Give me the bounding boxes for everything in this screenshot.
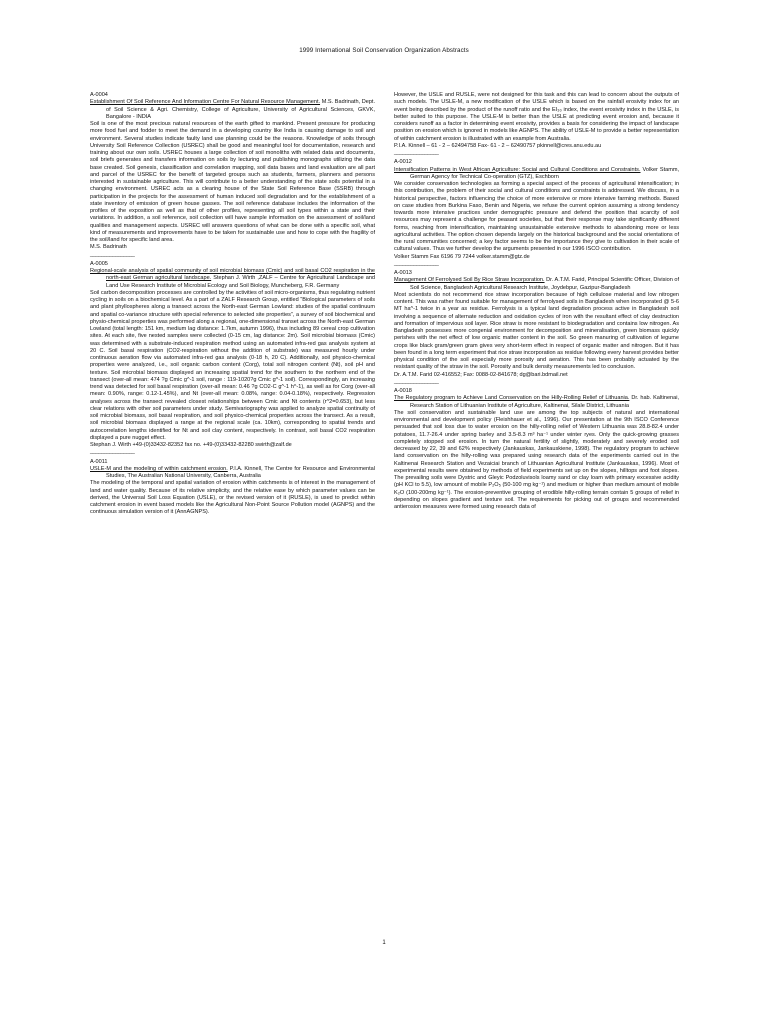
separator: ________________: [394, 260, 439, 267]
abstract-id: A-0004: [90, 92, 108, 98]
abstract-id: A-0011: [90, 458, 108, 465]
abstract-body: However, the USLE and RUSLE, were not designed for this task and this can lead to concern about the outputs of such models. The USLE-M, a new modification of the USLE which is based on the rainfall erosivity index for an event being described by the product of the runoff ratio and the EI₃₀ index, the event erosivity index in the USLE, is better suited to this purpose. The USLE-M is better than the USLE at predicting event erosion and, because it considers runoff as a factor in determining event erosivity, provides a basis for considering the impact of landscape position on erosion which is ignored in models like AGNPS. The ability of USLE-M to provide a better representation of within catchment erosion is illustrated with an example from Australia.: [394, 92, 679, 142]
separator: ________________: [90, 449, 135, 456]
abstract-title: The Regulatory program to Achieve Land Conservation on the Hilly-Rolling Relief of Lithuania.: [394, 395, 630, 402]
abstract-heading: [90, 268, 375, 290]
abstract-body: Soil is one of the most precious natural resources of the earth gifted to mankind. Present pressure for producing more food fuel and fodder to meet the demand in a developing country like India is causing damage to soil and environment. Several studies indicate faulty land use planning could be the reasons. Knowledge of soils through University Soil Reference Collection (USREC) shall be good and meaningful tool for documentation, research and training about our own soils. USREC houses a large collection of soil monoliths with related data and documents, soil briefs generates and transfers information on soils by lecturing and publishing monographs utilizing the data base created. Soil genesis, classification and correlation mapping, soil data bases and land evaluation are all part and parcel of the USREC for the benefit of targeted groups such as students, farmers, planners and persons interested in sustainable agriculture. This will contribute to a better understanding of the state soils potential in a changing environment. USREC acts as a clearing house of the State Soil Reference Base (SSRB) through participation in the projects for the assessment of human induced soil degradation and for the establishment of a state inventory of emission of green house gasses. The soil reference database includes the information of the profiles of the exposition as well as that of other profiles, representing all soil types within a state and their variations. In addition, a soil reference, soil collection will have sample information on the assessment of soil/land qualities and management aspects. USREC will answers questions of what can be done with a specific soil, what kind of measurements and improvements have to be taken for sustainable use and how to cope with the fragility of the soil/land for specific land area.: [90, 121, 375, 243]
abstract-contact: Volker Stamm Fax 6196 79 7244 volker.stamm@gtz.de: [394, 253, 530, 260]
separator: ________________: [394, 150, 439, 156]
left-column: [90, 92, 375, 517]
abstract-id: A-0012: [394, 159, 412, 166]
abstract-id: A-0018: [394, 388, 412, 394]
separator: ________________: [394, 378, 439, 385]
abstract-title: Intensification Patterns in West African Agriculture: Social and Cultural Conditions and Constraints.: [394, 166, 641, 173]
abstract-authors: Dr. A.T.M. Farid, Principal Scientific Officer, Division of Soil Science, Bangladesh Agricultural Research Institute, Joydebpur, Gazipur-Bangladesh: [410, 277, 680, 291]
separator: ________________: [90, 251, 135, 258]
abstract-contact: P.I.A. Kinnell – 61 - 2 – 62494758 Fax- 61 - 2 – 62490757 pkinnell@cres.anu.edu.au: [394, 142, 602, 149]
abstract-heading: [394, 395, 679, 410]
abstract-heading: [90, 99, 375, 121]
abstract-authors: Volker Stamm, German Agency for Technical Co-operation (GTZ), Eschborn: [410, 166, 679, 180]
abstract-authors: P.I.A. Kinnell, The Centre for Resource and Environmental Studies, The Australian National University, Canberra, Australia: [106, 465, 375, 479]
right-column: [394, 92, 679, 511]
abstract-heading: [394, 277, 679, 292]
abstract-heading: [394, 167, 679, 182]
abstract-authors: Dr. hab. Kaltinenai, Research Station of Lithuanian Institute of Agriculture, Kaltinenai, Silale District, Lithuania: [410, 395, 679, 409]
abstract-body: The modeling of the temporal and spatial variation of erosion within catchments is of interest in the management of land and water quality. Because of its relative simplicity, and the relative ease by which parameter values can be derived, the Universal Soil Loss Equation (USLE), or the revised version of it (RUSLE), is used to predict within catchment erosion in event based models like the Agricultural Non-Point Source Pollution model (AGNPS) and the continuous simulation version of it (AnnAGNPS).: [90, 480, 375, 516]
abstract-title: Establishment Of Soil Reference And Information Centre For Natural Resource Management.: [90, 99, 321, 106]
abstract-title: Management Of Ferrolysed Soil By Rice Straw Incorporation.: [394, 277, 545, 284]
abstract-contact: Dr. A.T.M. Farid 02-416552; Fax: 0088-02-841678; dg@bari.bdmail.net: [394, 371, 568, 378]
abstract-title: USLE-M and the modeling of within catchment erosion.: [90, 465, 228, 472]
page-number: 1: [382, 940, 386, 946]
abstract-heading: [90, 466, 375, 481]
abstract-body: We consider conservation technologies as forming a special aspect of the process of agricultural intensification; in this contribution, the problem of their social and cultural conditions and constraints is addressed. We discuss, in a historical perspective, factors influencing the choice of more extensive or more intensive farming methods. Based on case studies from Burkina Faso, Benin and Nigeria, we refuse the current opinion assuming a strong tendency towards more intensive practices under demographic pressure and defend the position that scarcity of soil resources may represent a challenge for peasant societies, but that their response may take significantly different forms, reaching from intensification, maintaining unsustainable extensive methods to abandoning more or less agricultural activities. The option chosen depends largely on the historical background and the social orientations of the rural communities concerned; a key factor seems to be the importance they give to cultivation in their scale of cultural values. Thus we further develop the arguments presented in our 1996 ISCO contribution.: [394, 181, 679, 253]
abstract-body: The soil conservation and sustainable land use are among the top subjects of natural and international environmental and development policy (Fleishhauer et al., 1996). Our presentation at the 9th ISCO Conference persuaded that soil loss due to water erosion on the hilly-rolling relief of Western Lithuania was 28.8-82.4 under potatoes, 11.7-26.4 under spring barley and 3.5-8.3 m³ ha⁻¹ under winter ryes. Only the quick-growing grasses completely stopped soil erosion. In turn the natural fertility of slightly, moderately and severely eroded soil decreased by 22, 39 and 62% respectively (Jankauskas, Jankauskiene, 1998). The regulatory program to achieve land conservation on the hilly-rolling was prepared using research data of the experiments carried out in the Kaltinenai Research Station and Vezaiciai branch of Lithuanian Agricultural Institute (Jankauskas, 1996). Most of experimental results were obtained by methods of field experiments set up on the slopes, hilltops and foot slopes. The prevailing soils were Dystric and Gleyic Podzoluvisols loamy sand or clay loam with primary excessive acidity (pH KCl to 5.5), low amount of mobile P₂O₅ (50-100 mg kg⁻¹) and medium or higher than medium amount of mobile K₂O (100-200mg kg⁻¹). The erosion-preventive grouping of erodible hilly-rolling terrain contain 5 groups of relief in depending on slopes gradient and texture soil. The requirements for picking out of groups and recommended antierosion measures were formed using research data of: [394, 409, 679, 510]
abstract-contact: M.S. Badrinath: [90, 244, 127, 251]
page-header: 1999 International Soil Conservation Organization Abstracts: [299, 47, 469, 54]
abstract-title: Regional-scale analysis of spatial community of soil microbial biomass (Cmic) and soil basal CO2 respiration in the north-east German agricultural landscape.: [90, 268, 375, 282]
abstract-authors: Stephan J. Wirth ,ZALF – Centre for Agricultural Landscape and Land Use Research Institute of Microbial Ecology and Soil Biology, Muncheberg, F.R. Germany: [106, 275, 375, 289]
abstract-body: Most scientists do not recommend rice straw incorporation because of high cellulose material and low nitrogen content. This was rather found suitable for management of ferrolysed soils in Bangladesh when incorporated @ 5-6 MT ha^-1 twice in a year as residue. Ferrolysis is a typical land degradation process active in Bangladesh soil involving a sequence of alternate reduction and oxidation cycles of iron with the resultant effect of clay destruction and formation of impervious soil layer. Rice straw is more resistant to biodegradation and contains low nitrogen. As Bangladesh possesses more congenial environment for decomposition and mineralisation, green biomass quickly perishes with the net effect of low organic matter content in the soil. So green manuring of cultivation of legume crops like black gram/green gram gives very short-term effect in respect of organic matter and nitrogen. But it has been found in a long term experiment that rice straw incorporation as residue following every harvest provides better physical condition of the soil especially more porosity and aeration. This has been probably actuated by the resistant quality of the straw in the soil. Porosity and bulk density measurements led to conclusion.: [394, 291, 679, 371]
abstract-contact: Stephan J. Wirth +49-(0)33432-82352 fax no. +49-(0)33432-82280 swirth@zalf.de: [90, 442, 292, 448]
abstract-body: Soil carbon decomposition processes are controlled by the activities of soil micro-organisms, thus regulating nutrient cycling in soils on a biochemical level. As a part of a ZALF Research Group, entitled “Biological parameters of soils and plant phyllospheres along a transect across the North-east German Lowland: studies of the spatial continuum and spatial co-variance structure with special reference to selected site properties”, a survey of soil biochemical and physio-chemical properties was performed along a regional, one-dimensional transet across the North-east German Lowland (total length: 151 km, medium lag distance: 1.7km, autumn 1996), thus including 89 cereal crop cultivation sites. At each site, five nested samples were collected (0-15 cm, lag distance: 2m). Soil microbial biomass (Cmic) was determined with a substrate-induced respiration method using an automated infra-red gas analysis system at 20 C. Soil basal respiration (CO2-respiration without the addition of substrate) was measured hourly under continuous aeration flow via automated infra-red gas analysis (0-18 h, 20 C). Additionally, soil physico-chemical properties were analyzed, i.e., soil organic carbon content (Corg), total soil nitrogen content (Nt), soil pH and texture. Soil microbial biomass displayed an increasing spatial trend for the southern to the northern end of the transect (over-all mean: 474 ?g Cmic g^-1 soil, range : 119-1020?g Cmic g^-1 soil). Correspondingly, an increasing trend was detected for soil basal respiration (over-all mean: 0.46 ?g CO2-C g^-1 h^-1), as well as for Corg (over-all mean: 0.90%, range: 0.12-1.45%), and Nt (over-all mean: 0.08%, range: 0.04-0.18%), respectively. Regression analyses across the transect revealed closest relationships between Cmic and Nt contents (r^2=0.653), but less clear relations with other soil parameters under study. Semivariography was applied to analyze spatial continuity of soil microbial biomass, soil basal respiration, and soil physico-chemical properties across the transect. As a result, soil microbial biomass displayed a range at the regional scale (ca. 10km), corresponding to spatial trends and autocorrelation lengths identified for Nt and soil clay content, respectively. In contrast, soil basal CO2 respiration displayed a pure nugget effect.: [90, 289, 375, 441]
abstract-id: A-0013: [394, 270, 412, 276]
abstract-id: A-0005: [90, 260, 108, 267]
abstract-authors: M.S. Badrinath, Dept. of Soil Science & Agri. Chemistry, College of Agriculture, University of Agricultural Sciences, GKVK, Bangalore - INDIA: [106, 99, 376, 120]
